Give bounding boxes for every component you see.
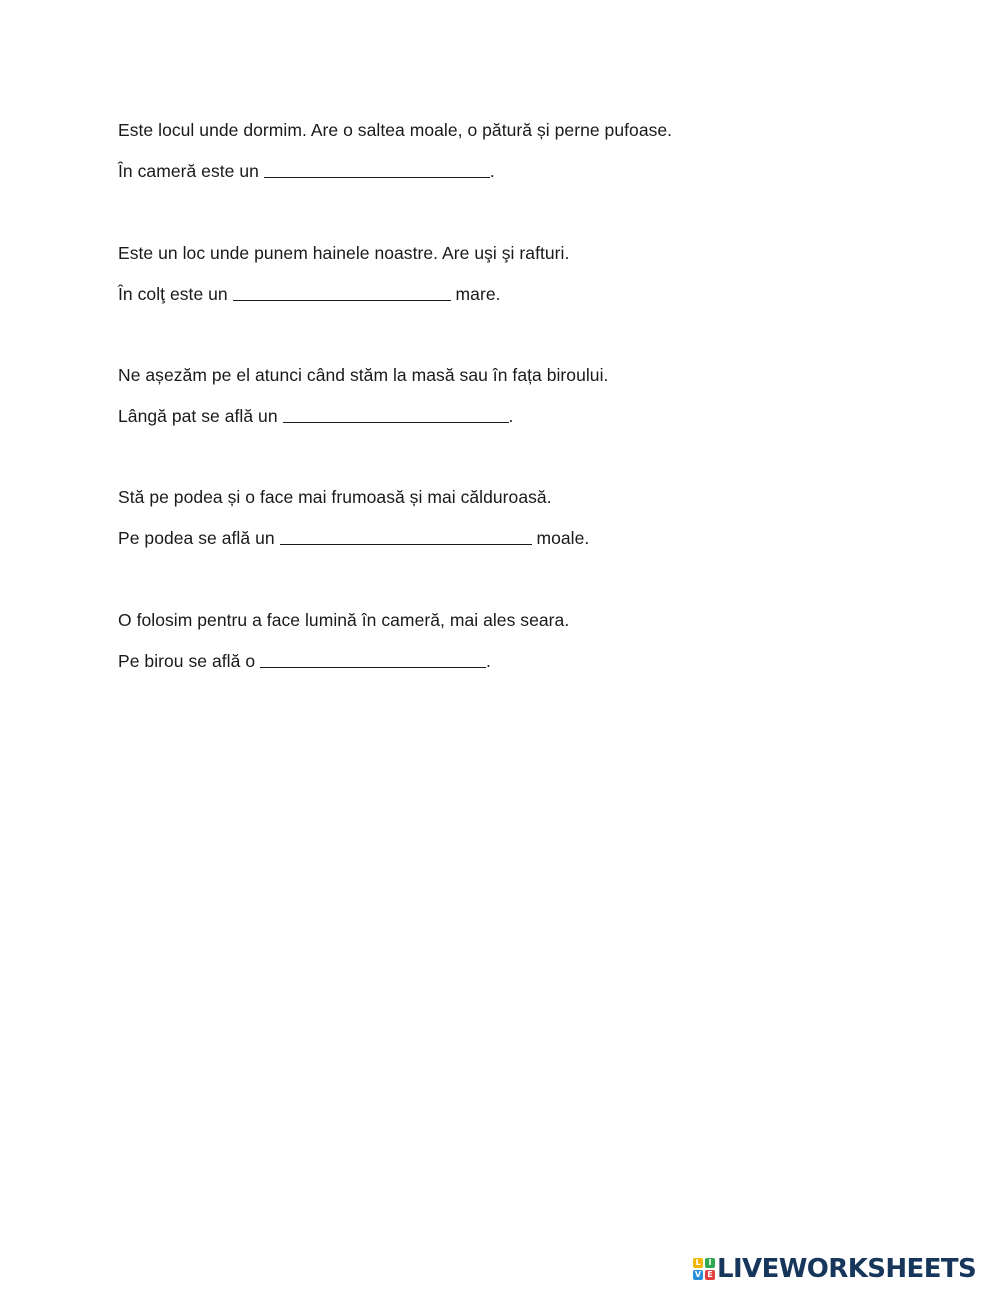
exercise-1-text-after: . bbox=[489, 161, 495, 181]
exercise-1-text-before: În cameră este un bbox=[118, 161, 264, 181]
exercise-4-sentence bbox=[118, 527, 589, 549]
exercise-4-text-before: Pe podea se află un bbox=[118, 528, 280, 548]
exercise-3-answer-blank[interactable] bbox=[283, 407, 509, 423]
exercise-2-text-after: mare. bbox=[450, 284, 501, 304]
logo-tile-v: V bbox=[694, 1270, 702, 1279]
logo-tile-l: L bbox=[693, 1258, 703, 1268]
exercise-2-clue: Este un loc unde punem hainele noastre. Are uşi şi rafturi. bbox=[118, 243, 570, 263]
exercise-3-text-after: . bbox=[508, 406, 514, 426]
logo-tile-i: I bbox=[705, 1258, 715, 1268]
exercise-3-sentence bbox=[118, 405, 513, 427]
exercise-4-clue: Stă pe podea și o face mai frumoasă și mai călduroasă. bbox=[118, 487, 552, 507]
logo-tile-e: E bbox=[705, 1270, 715, 1280]
exercise-5-text-before: Pe birou se află o bbox=[118, 651, 261, 671]
liveworksheets-logo bbox=[693, 1256, 976, 1282]
exercise-1-sentence bbox=[118, 160, 495, 182]
exercise-2-answer-blank[interactable] bbox=[233, 285, 451, 301]
exercise-1-clue: Este locul unde dormim. Are o saltea moale, o pătură și perne pufoase. bbox=[118, 120, 673, 140]
exercise-5-sentence bbox=[118, 650, 491, 672]
exercise-3-clue: Ne așezăm pe el atunci când stăm la masă sau în fața biroului. bbox=[118, 365, 609, 385]
exercise-5-text-after: . bbox=[486, 651, 491, 671]
liveworksheets-logo-icon bbox=[693, 1258, 715, 1280]
exercise-5-clue: O folosim pentru a face lumină în cameră, mai ales seara. bbox=[118, 610, 570, 630]
exercise-4-text-after: moale. bbox=[531, 528, 590, 548]
exercise-5-answer-blank[interactable] bbox=[260, 652, 486, 668]
exercise-2-text-before: În colţ este un bbox=[118, 284, 233, 304]
exercise-2-sentence bbox=[118, 283, 501, 305]
liveworksheets-wordmark: LIVEWORKSHEETS bbox=[717, 1254, 977, 1284]
exercise-1-answer-blank[interactable] bbox=[264, 162, 490, 178]
exercise-3-text-before: Lângă pat se află un bbox=[118, 406, 283, 426]
exercise-4-answer-blank[interactable] bbox=[280, 529, 532, 545]
